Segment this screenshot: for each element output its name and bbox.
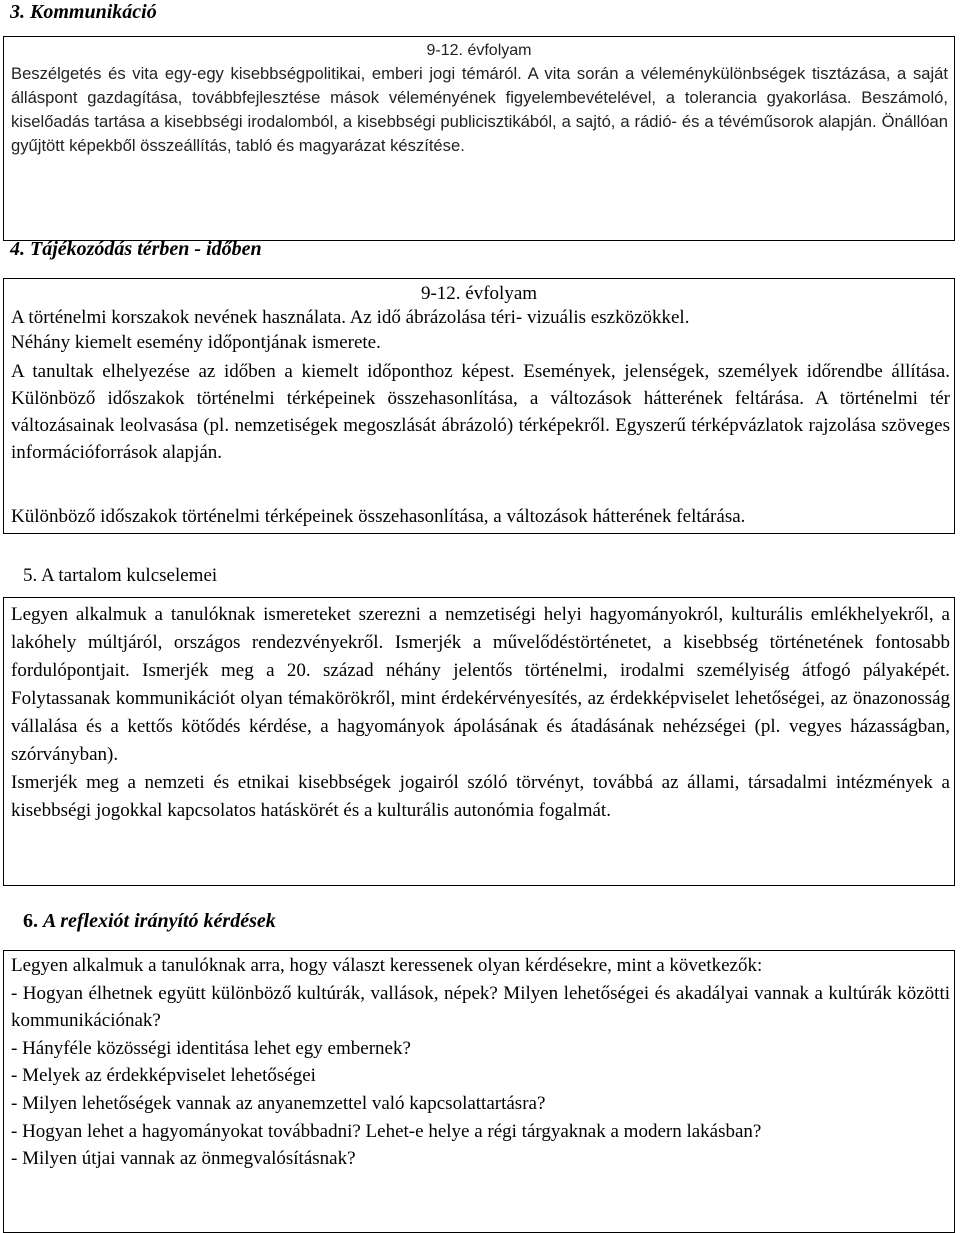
- question-3: - Melyek az érdekképviselet lehetőségei: [11, 1065, 316, 1087]
- section-6-heading-text: A reflexiót irányító kérdések: [43, 910, 276, 932]
- question-2: - Hányféle közösségi identitása lehet egy embernek?: [11, 1037, 411, 1059]
- question-5: - Hogyan lehet a hagyományokat továbbadni? Lehet-e helye a régi tárgyaknak a modern lakásban?: [11, 1120, 762, 1142]
- section-4-heading: 4. Tájékozódás térben - időben: [10, 238, 262, 260]
- section-6-heading-number: 6.: [23, 910, 38, 932]
- section-5-heading: [23, 564, 217, 588]
- section-6-intro: Legyen alkalmuk a tanulóknak arra, hogy választ keressenek olyan kérdésekre, mint a következők:: [11, 955, 763, 976]
- section-4-box: [3, 278, 955, 534]
- section-6-box: [3, 950, 955, 1233]
- section-5-paragraph-2: Ismerjék meg a nemzeti és etnikai kisebbségek jogairól szóló törvényt, továbbá az állami, társadalmi intézmények a kisebbségi jogokkal kapcsolatos hatáskörét és a kulturális autonómia fogalmát.: [11, 772, 950, 821]
- question-6: - Milyen útjai vannak az önmegvalósításnak?: [11, 1148, 356, 1170]
- question-1: - Hogyan élhetnek együtt különböző kultúrák, vallások, népek? Milyen lehetőségei és akadályai vannak a kultúrák közötti kommunikációnak?: [11, 982, 950, 1032]
- question-4: - Milyen lehetőségek vannak az anyanemzettel való kapcsolattartásra?: [11, 1092, 546, 1114]
- section-3-heading: 3. Kommunikáció: [10, 1, 157, 23]
- section-4-paragraph-2: Néhány kiemelt esemény időpontjának ismerete.: [11, 332, 381, 353]
- section-4-paragraph-4: Különböző időszakok történelmi térképeinek összehasonlítása, a változások hátterének feltárása.: [11, 506, 746, 527]
- section-4-grade: 9-12. évfolyam: [420, 283, 538, 304]
- section-5-heading-text: 5. A tartalom kulcselemei: [23, 565, 218, 586]
- section-4-paragraph-1: A történelmi korszakok nevének használata. Az idő ábrázolása téri- vizuális eszközökkel.: [11, 307, 690, 328]
- section-6-heading: [23, 909, 276, 933]
- section-3-grade: 9-12. évfolyam: [426, 42, 532, 59]
- section-3-box: [3, 36, 955, 241]
- section-5-paragraph-1: Legyen alkalmuk a tanulóknak ismereteket szerezni a nemzetiségi helyi hagyományokról, kulturális emlékhelyekről, a lakóhely múltjáról, országos rendezvényekről. Ismerjék a művelődéstörténetet, a kisebbség történetének fontosabb fordulópontjait. Ismerjék meg a 20. század néhány jelentős történelmi, irodalmi személyiség átfogó pályaképét. Folytassanak kommunikációt olyan témakörökről, mint érdekérvényesítés, az érdekképviselet lehetőségei, az önazonosság vállalása és a kettős kötődés kérdése, a hagyományok ápolásának és átadásának nehézségei (pl. vegyes házasságban, szórványban).: [11, 604, 950, 765]
- section-3-body: Beszélgetés és vita egy-egy kisebbségpolitikai, emberi jogi témáról. A vita során a véleménykülönbségek tisztázása, a saját álláspont gazdagítása, továbbfejlesztése mások véleményének figyelembevételével, a tolerancia gyakorlása. Beszámoló, kiselőadás tartása a kisebbségi irodalomból, a kisebbségi publicisztikából, a sajtó, a rádió- és a tévéműsorok alapján. Önállóan gyűjtött képekből összeállítás, tabló és magyarázat készítése.: [11, 64, 948, 155]
- section-5-box: [3, 597, 955, 886]
- section-4-paragraph-3: A tanultak elhelyezése az időben a kiemelt időponthoz képest. Események, jelenségek, személyek időrendbe állítása. Különböző időszakok történelmi térképeinek összehasonlítása, a változások hátterének feltárása. A történelmi tér változásainak leolvasása (pl. nemzetiségek megoszlását ábrázoló) térképekről. Egyszerű térképvázlatok rajzolása szöveges információforrások alapján.: [11, 361, 950, 463]
